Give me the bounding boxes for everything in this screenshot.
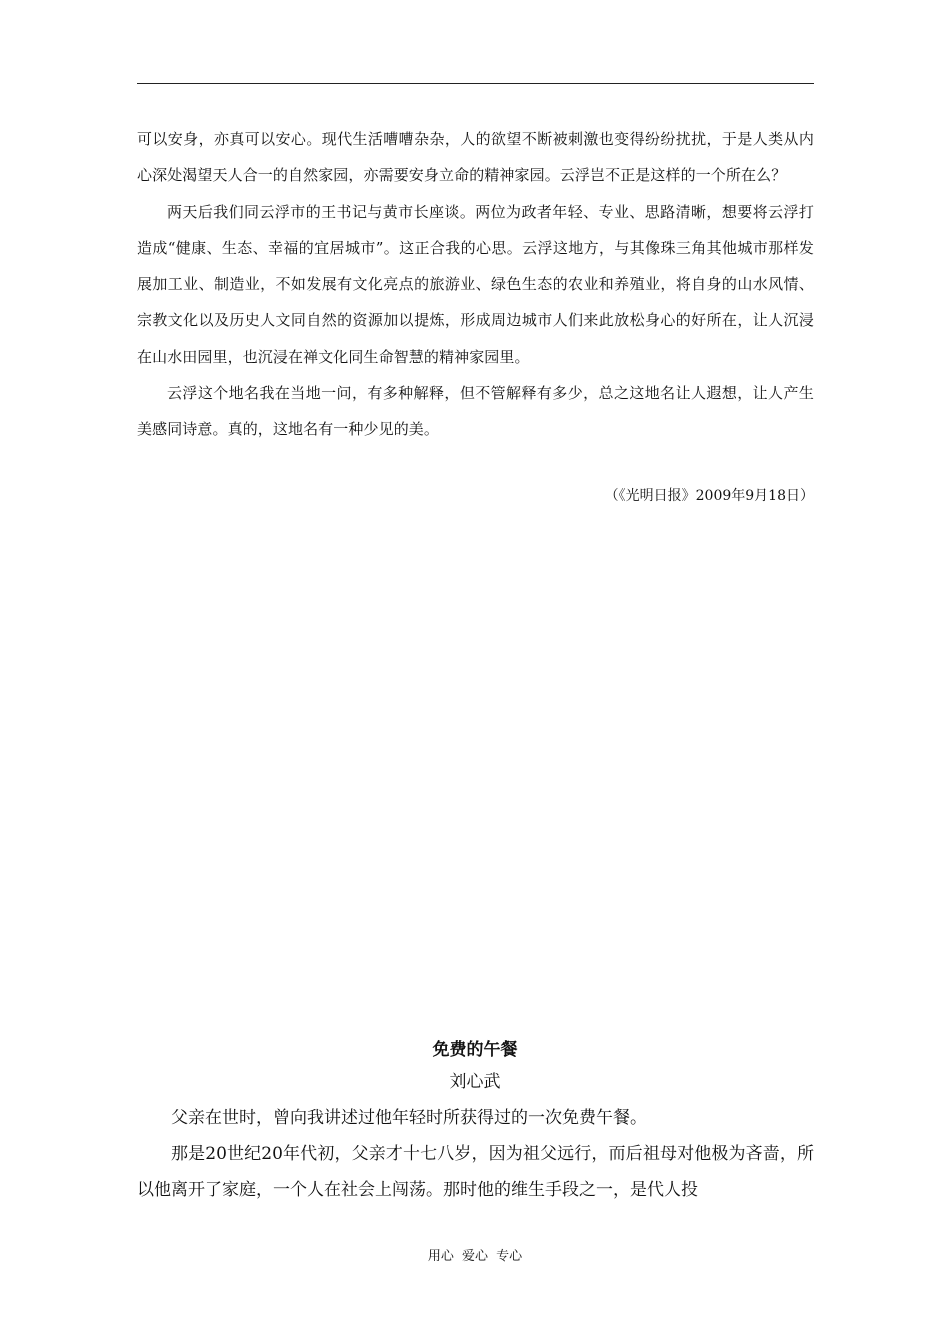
paragraph: 可以安身，亦真可以安心。现代生活嘈嘈杂杂，人的欲望不断被刺激也变得纷纷扰扰，于是人类从内心深处渴望天人合一的自然家园，亦需要安身立命的精神家园。云浮岂不正是这样的一个所在么？ — [137, 130, 814, 185]
paragraph: 两天后我们同云浮市的王书记与黄市长座谈。两位为政者年轻、专业、思路清晰，想要将云浮打造成“健康、生态、幸福的宜居城市”。这正合我的心思。云浮这地方，与其像珠三角其他城市那样发展加工业、制造业，不如发展有文化亮点的旅游业、绿色生态的农业和养殖业，将自身的山水风情、宗教文化以及历史人文同自然的资源加以提炼，形成周边城市人们来此放松身心的好所在，让人沉浸在山水田园里，也沉浸在禅文化同生命智慧的精神家园里。 — [137, 202, 814, 366]
paragraph: 云浮这个地名我在当地一问，有多种解释，但不管解释有多少，总之这地名让人遐想，让人产生美感同诗意。真的，这地名有一种少见的美。 — [137, 384, 814, 439]
paragraph: 父亲在世时，曾向我讲述过他年轻时所获得过的一次免费午餐。 — [171, 1108, 647, 1128]
page-footer: 用心 爱心 专心 — [427, 1249, 523, 1264]
source-citation: （《光明日报》2009年9月18日） — [604, 488, 814, 504]
article-body — [137, 121, 814, 448]
article2-body — [137, 1100, 814, 1208]
header-rule — [137, 83, 814, 84]
paragraph: 那是20世纪20年代初，父亲才十七八岁，因为祖父远行，而后祖母对他极为吝啬，所以他离开了家庭，一个人在社会上闯荡。那时他的维生手段之一，是代人投 — [137, 1144, 814, 1200]
article-title: 免费的午餐 — [432, 1040, 518, 1060]
article-author: 刘心武 — [449, 1072, 501, 1092]
